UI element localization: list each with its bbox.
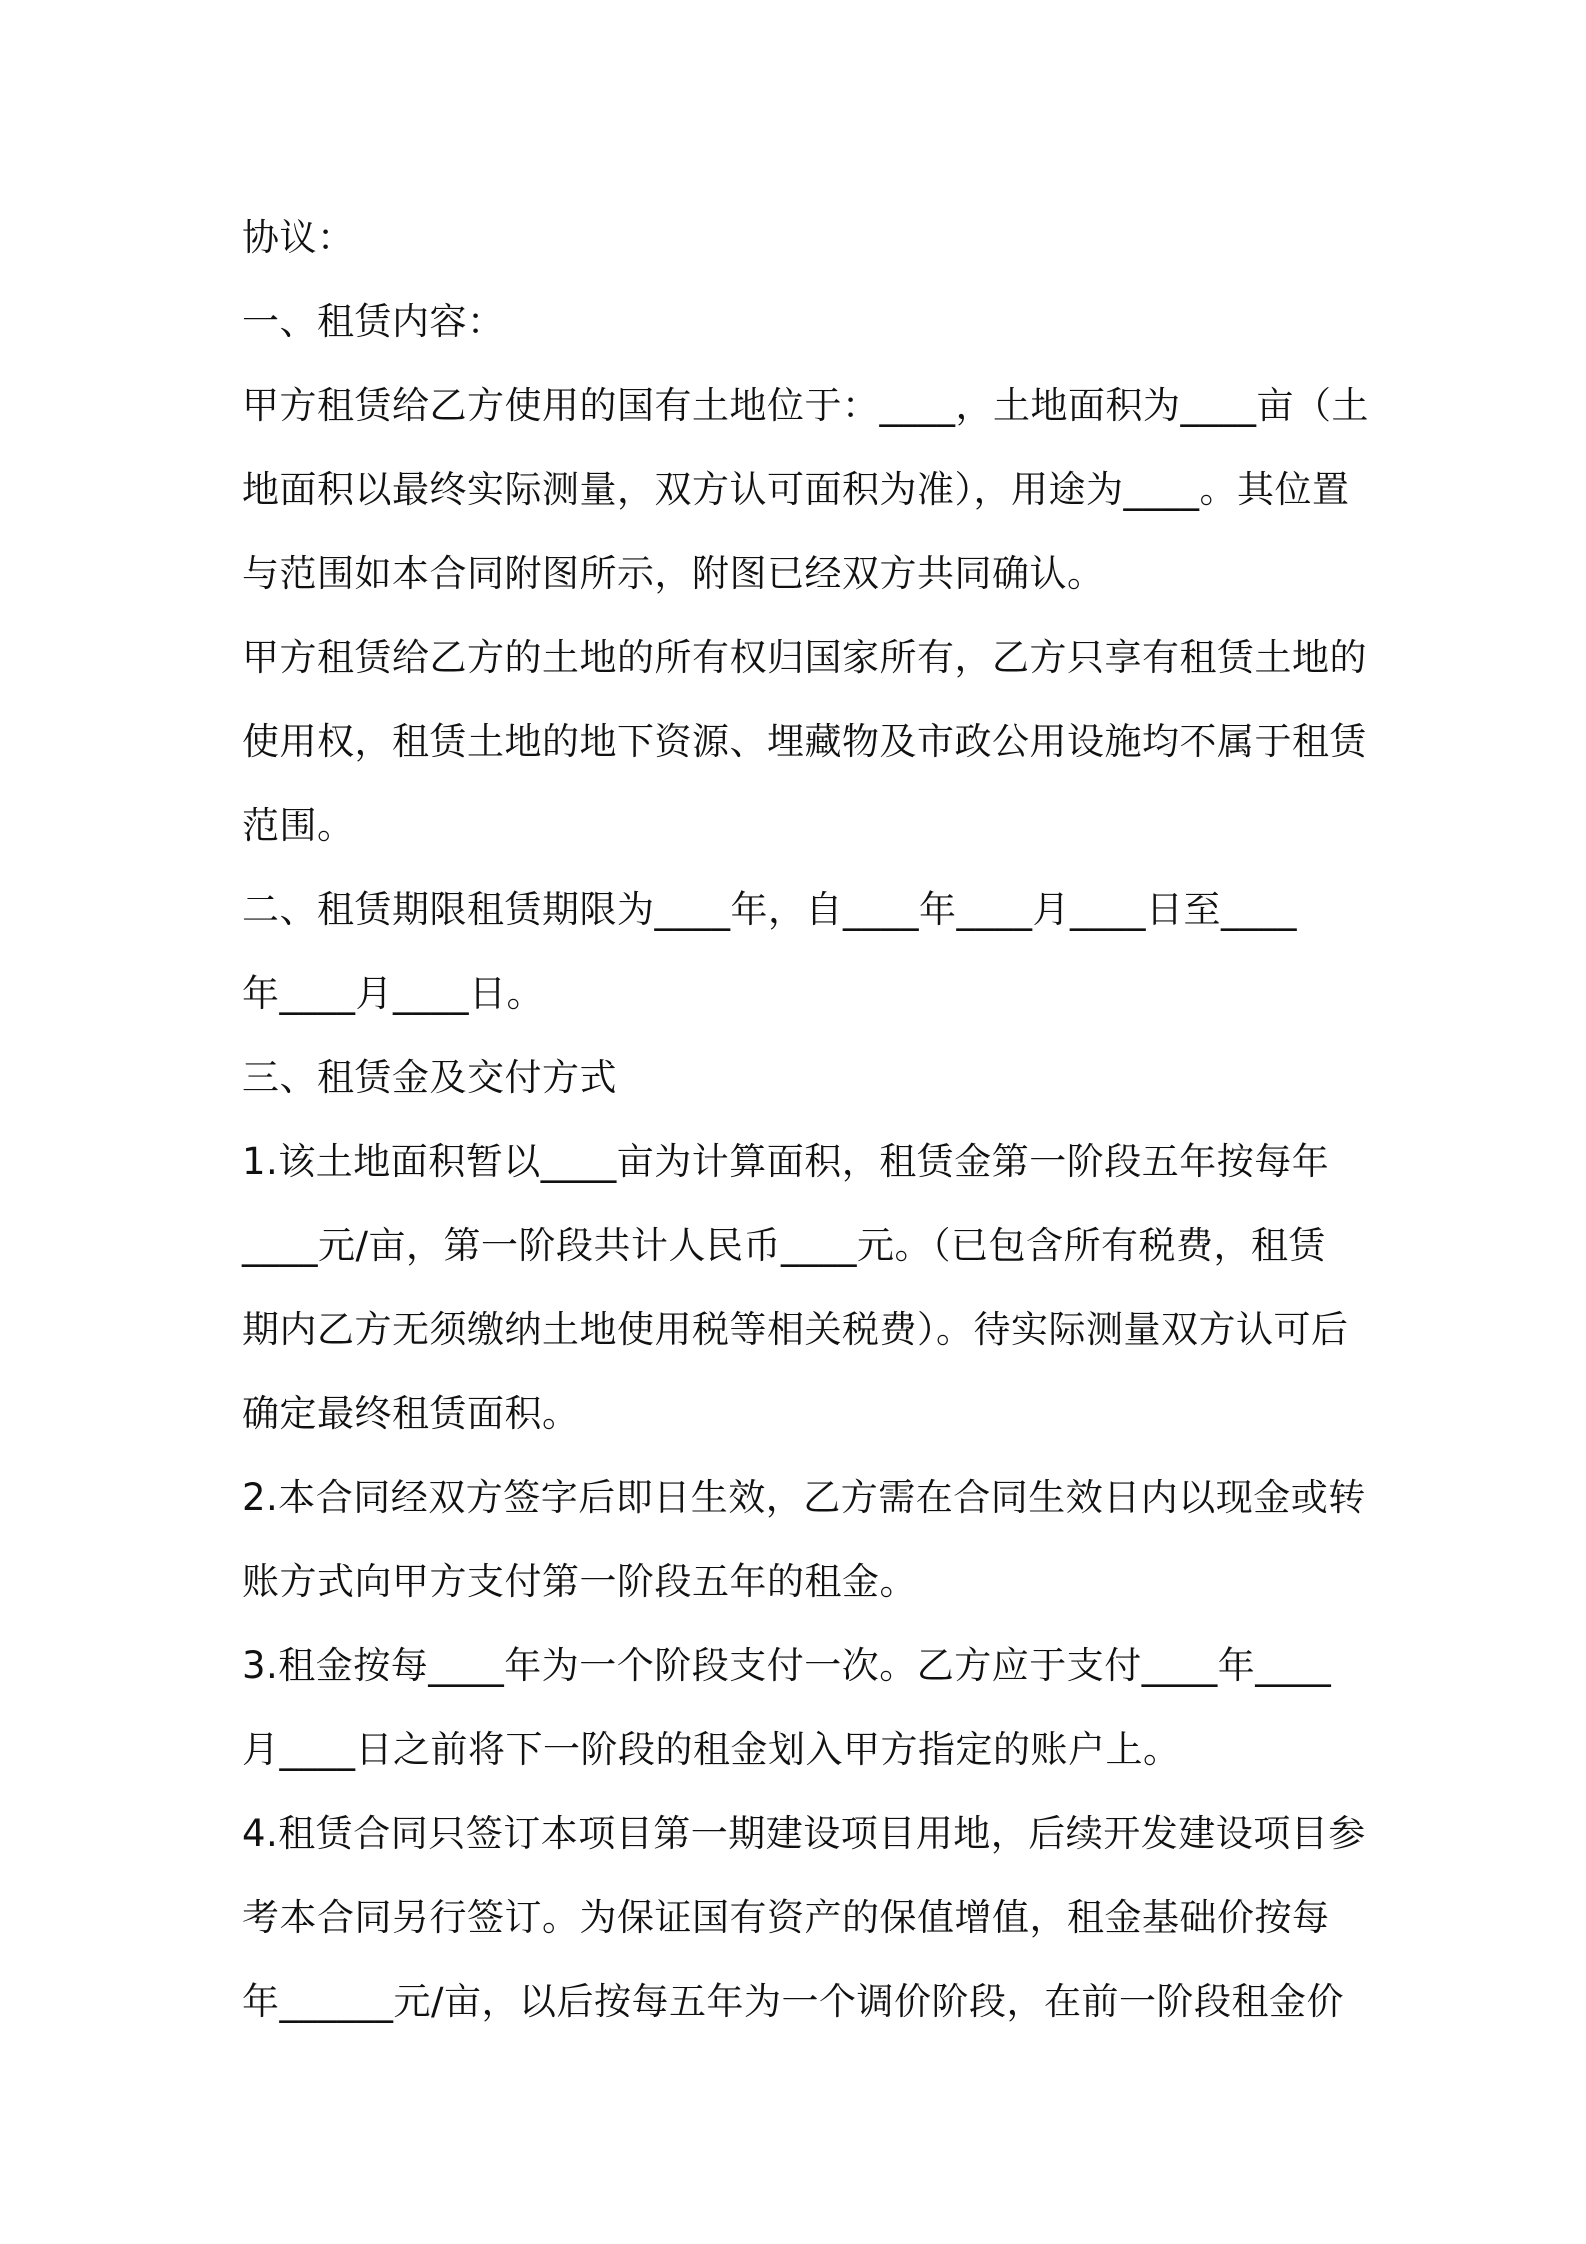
document-body: [242, 196, 1369, 2044]
paragraph-line: 范围。: [242, 804, 355, 847]
clause-1-line: ____元/亩，第一阶段共计人民币____元。（已包含所有税费，租赁: [242, 1224, 1326, 1267]
clause-2-line: 2.本合同经双方签字后即日生效，乙方需在合同生效日内以现金或转: [242, 1476, 1366, 1519]
clause-1-line: 期内乙方无须缴纳土地使用税等相关税费）。待实际测量双方认可后: [242, 1308, 1349, 1351]
section-2-line: 年____月____日。: [242, 972, 544, 1015]
paragraph-line: 甲方租赁给乙方使用的国有土地位于：____，土地面积为____亩（土: [242, 384, 1369, 427]
clause-1-line: 1.该土地面积暂以____亩为计算面积，租赁金第一阶段五年按每年: [242, 1140, 1330, 1183]
clause-1-line: 确定最终租赁面积。: [242, 1392, 580, 1435]
paragraph-line: 甲方租赁给乙方的土地的所有权归国家所有，乙方只享有租赁土地的: [242, 636, 1367, 679]
clause-4-line: 4.租赁合同只签订本项目第一期建设项目用地，后续开发建设项目参: [242, 1812, 1366, 1855]
paragraph-line: 使用权，租赁土地的地下资源、埋藏物及市政公用设施均不属于租赁: [242, 720, 1367, 763]
heading-agreement: 协议：: [242, 216, 355, 259]
section-3-heading: 三、租赁金及交付方式: [242, 1056, 617, 1099]
clause-3-line: 月____日之前将下一阶段的租金划入甲方指定的账户上。: [242, 1728, 1181, 1771]
paragraph-line: 地面积以最终实际测量，双方认可面积为准），用途为____。其位置: [242, 468, 1350, 511]
clause-2-line: 账方式向甲方支付第一阶段五年的租金。: [242, 1560, 917, 1603]
clause-3-line: 3.租金按每____年为一个阶段支付一次。乙方应于支付____年____: [242, 1644, 1332, 1687]
section-1-heading: 一、租赁内容：: [242, 300, 505, 343]
clause-4-line: 考本合同另行签订。为保证国有资产的保值增值，租金基础价按每: [242, 1896, 1330, 1939]
section-2-line: 二、租赁期限租赁期限为____年，自____年____月____日至____: [242, 888, 1297, 931]
clause-4-line: 年______元/亩，以后按每五年为一个调价阶段，在前一阶段租金价: [242, 1980, 1344, 2023]
paragraph-line: 与范围如本合同附图所示，附图已经双方共同确认。: [242, 552, 1105, 595]
